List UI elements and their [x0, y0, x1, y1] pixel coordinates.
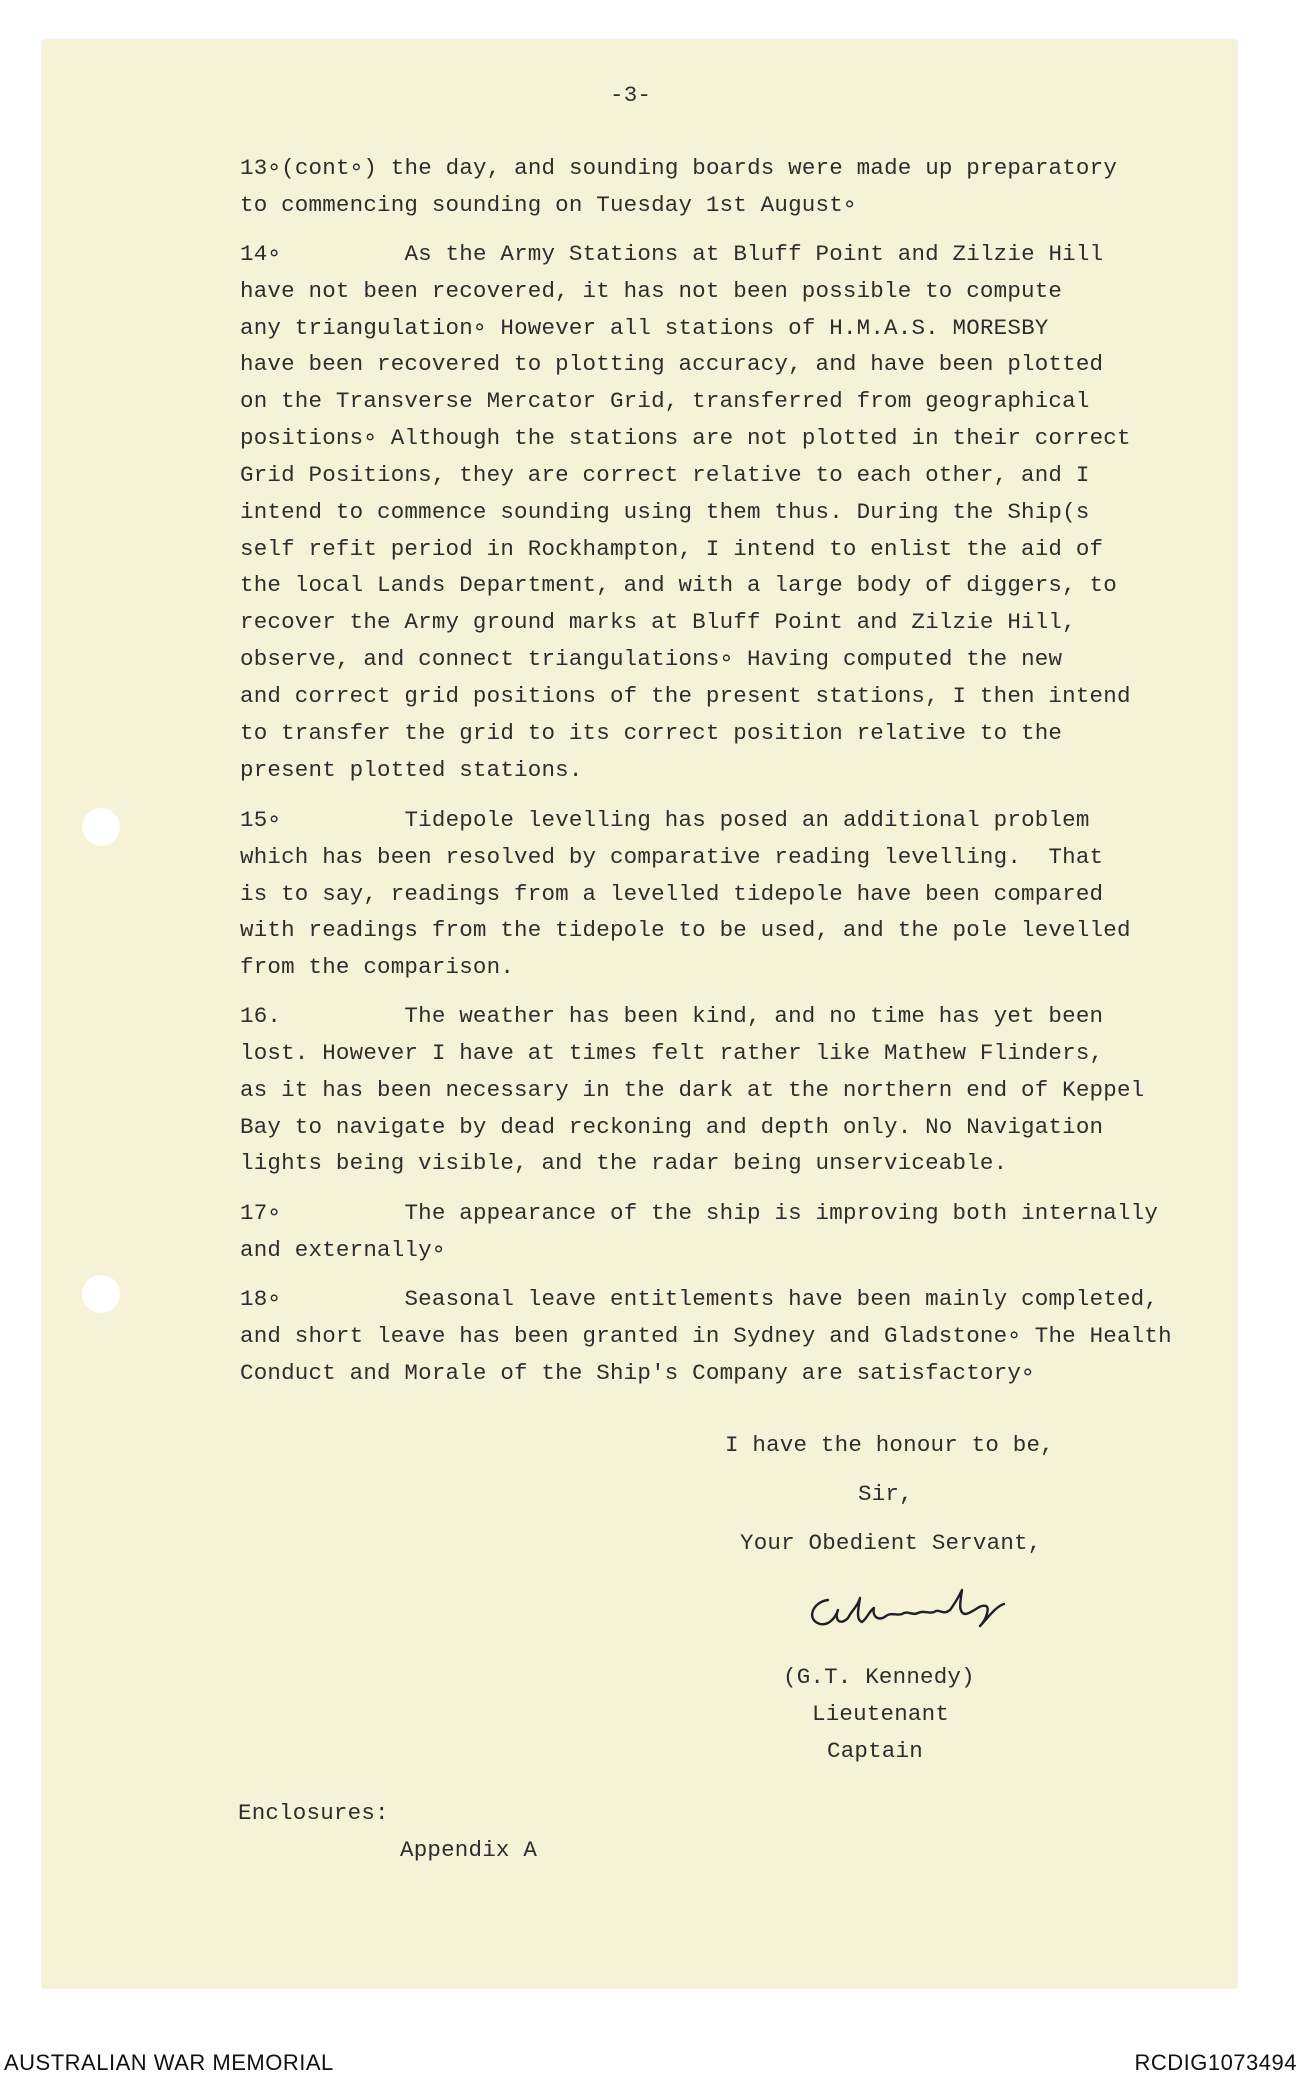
- text-line: and externally∘: [240, 1237, 446, 1263]
- text-line: to transfer the grid to its correct position relative to the: [240, 720, 1063, 746]
- punch-hole: [82, 808, 120, 846]
- closing-sir: Sir,: [858, 1481, 913, 1507]
- handwritten-signature: [800, 1580, 1010, 1645]
- text-line: Conduct and Morale of the Ship's Company are satisfactory∘: [240, 1360, 1035, 1386]
- footer-right: RCDIG1073494: [1134, 2050, 1297, 2075]
- signatory-title: Captain: [827, 1738, 923, 1764]
- text-line: which has been resolved by comparative reading levelling. That: [240, 844, 1104, 870]
- text-line: Bay to navigate by dead reckoning and depth only. No Navigation: [240, 1114, 1104, 1140]
- text-line: on the Transverse Mercator Grid, transferred from geographical: [240, 388, 1090, 414]
- punch-hole: [82, 1275, 120, 1313]
- text-line: positions∘ Although the stations are not plotted in their correct: [240, 425, 1131, 451]
- signatory-rank: Lieutenant: [812, 1701, 950, 1727]
- text-line: Grid Positions, they are correct relative to each other, and I: [240, 462, 1090, 488]
- text-line: have been recovered to plotting accuracy, and have been plotted: [240, 351, 1104, 377]
- text-line: 13∘(cont∘) the day, and sounding boards were made up preparatory: [240, 155, 1118, 181]
- text-line: from the comparison.: [240, 954, 515, 980]
- signatory-name: (G.T. Kennedy): [783, 1664, 975, 1690]
- text-line: 14∘ As the Army Stations at Bluff Point and Zilzie Hill: [240, 241, 1104, 267]
- text-line: and short leave has been granted in Sydney and Gladstone∘ The Health: [240, 1323, 1172, 1349]
- text-line: recover the Army ground marks at Bluff Point and Zilzie Hill,: [240, 609, 1076, 635]
- text-line: self refit period in Rockhampton, I intend to enlist the aid of: [240, 536, 1104, 562]
- text-line: lost. However I have at times felt rather like Mathew Flinders,: [240, 1040, 1104, 1066]
- text-line: as it has been necessary in the dark at the northern end of Keppel: [240, 1077, 1145, 1103]
- text-line: have not been recovered, it has not been possible to compute: [240, 278, 1063, 304]
- text-line: to commencing sounding on Tuesday 1st August∘: [240, 192, 857, 218]
- text-line: 17∘ The appearance of the ship is improving both internally: [240, 1200, 1159, 1226]
- text-line: intend to commence sounding using them thus. During the Ship(s: [240, 499, 1090, 525]
- enclosure-item: Appendix A: [400, 1837, 538, 1863]
- enclosures-label: Enclosures:: [238, 1800, 389, 1826]
- text-line: the local Lands Department, and with a large body of diggers, to: [240, 572, 1117, 598]
- text-line: with readings from the tidepole to be used, and the pole levelled: [240, 917, 1131, 943]
- closing-servant: Your Obedient Servant,: [740, 1530, 1042, 1556]
- text-line: and correct grid positions of the present stations, I then intend: [240, 683, 1131, 709]
- text-line: observe, and connect triangulations∘ Having computed the new: [240, 646, 1063, 672]
- text-line: 18∘ Seasonal leave entitlements have been mainly completed,: [240, 1286, 1159, 1312]
- text-line: 16. The weather has been kind, and no time has yet been: [240, 1003, 1104, 1029]
- text-line: is to say, readings from a levelled tidepole have been compared: [240, 881, 1104, 907]
- closing-honour: I have the honour to be,: [725, 1432, 1054, 1458]
- text-line: any triangulation∘ However all stations of H.M.A.S. MORESBY: [240, 315, 1049, 341]
- text-line: 15∘ Tidepole levelling has posed an additional problem: [240, 807, 1090, 833]
- text-line: lights being visible, and the radar being unserviceable.: [240, 1150, 1008, 1176]
- page-number: -3-: [610, 82, 652, 108]
- footer-left: AUSTRALIAN WAR MEMORIAL: [4, 2050, 334, 2075]
- text-line: present plotted stations.: [240, 757, 583, 783]
